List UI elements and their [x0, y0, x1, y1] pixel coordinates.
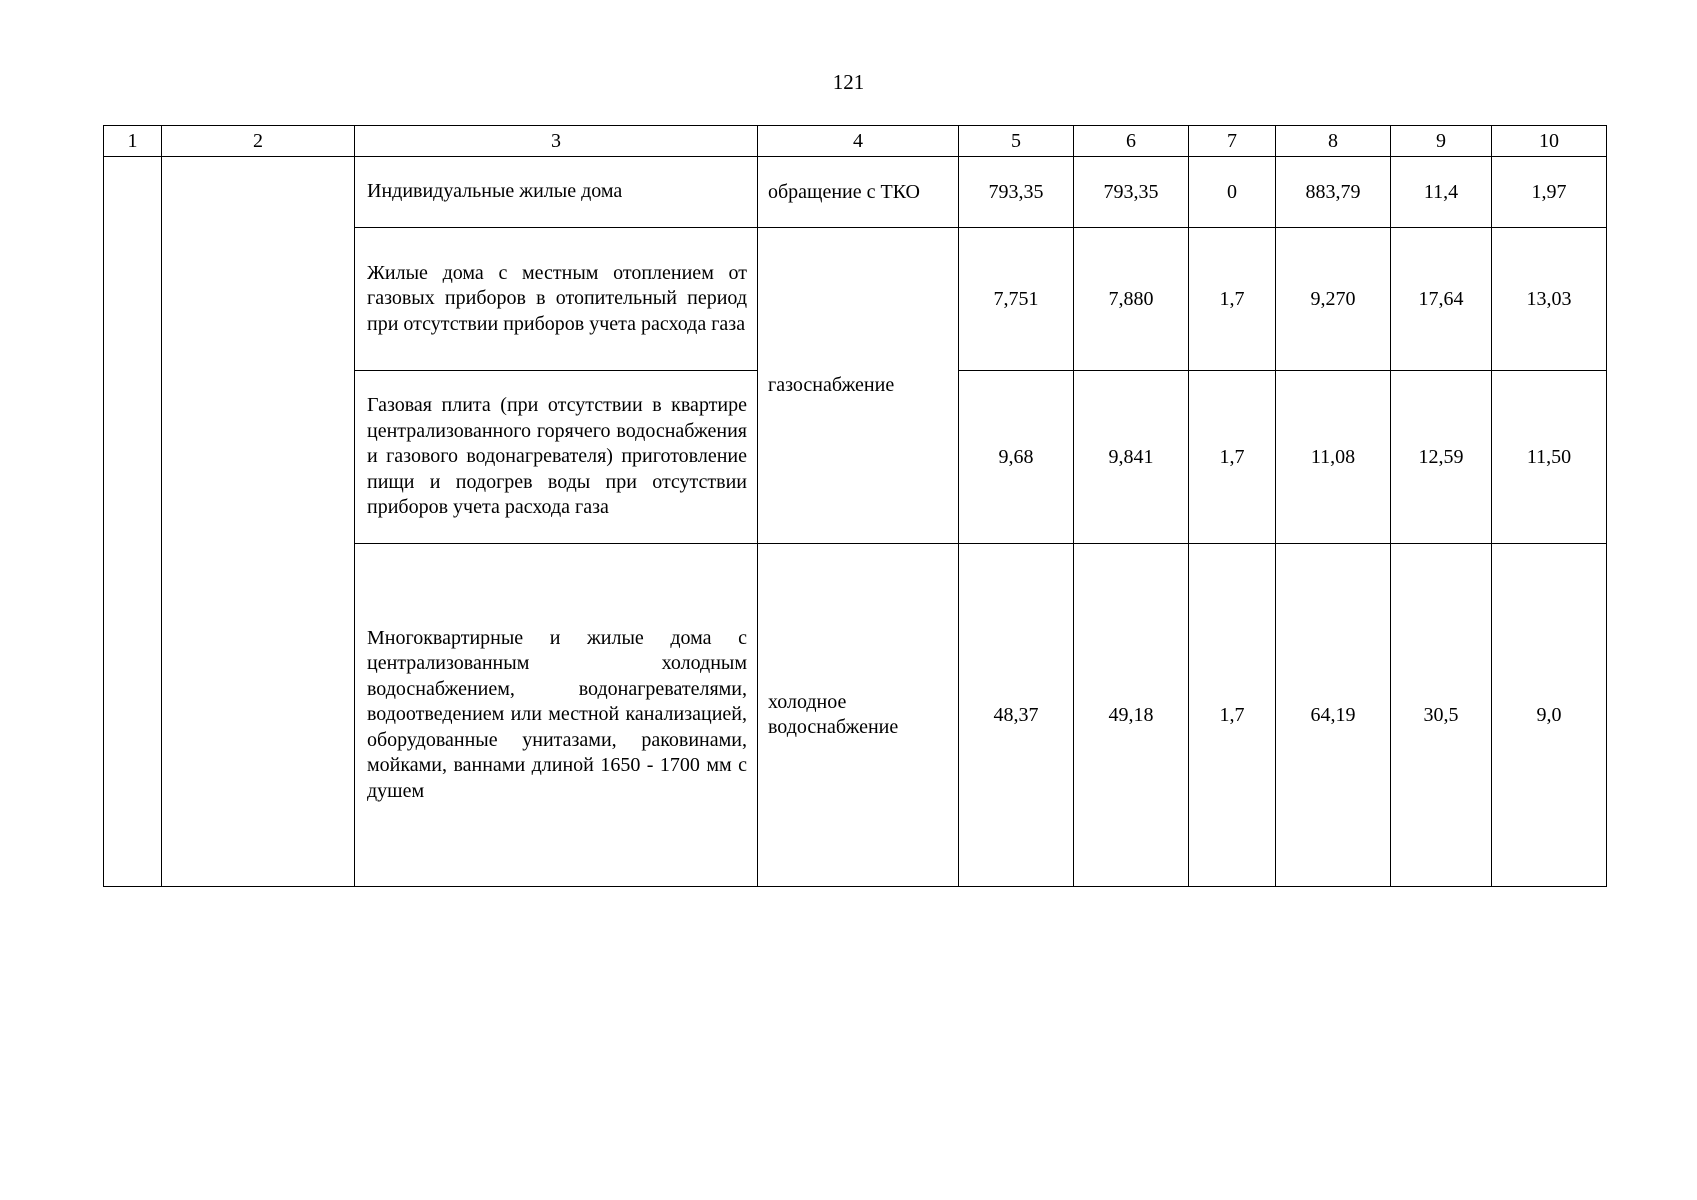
value-cell: 9,841 — [1074, 371, 1189, 544]
service-cell: холодное водоснабжение — [758, 544, 959, 887]
value-cell: 1,7 — [1189, 371, 1276, 544]
value-cell: 48,37 — [959, 544, 1074, 887]
value-cell: 0 — [1189, 157, 1276, 228]
value-cell: 49,18 — [1074, 544, 1189, 887]
header-cell: 1 — [104, 126, 162, 157]
value-cell: 11,08 — [1276, 371, 1391, 544]
value-cell: 1,7 — [1189, 544, 1276, 887]
description-cell: Индивидуальные жилые дома — [355, 157, 758, 228]
service-cell: газоснабжение — [758, 228, 959, 544]
value-cell: 7,880 — [1074, 228, 1189, 371]
value-cell: 30,5 — [1391, 544, 1492, 887]
header-cell: 3 — [355, 126, 758, 157]
cell-col-2 — [162, 157, 355, 887]
value-cell: 1,7 — [1189, 228, 1276, 371]
description-cell: Многоквартирные и жилые дома с централизованным холодным водоснабжением, водонагревателями, водоотведением или местной канализацией, оборудованные унитазами, раковинами, мойками, ваннами длиной 1650 - 1700 мм с душем — [355, 544, 758, 887]
value-cell: 11,4 — [1391, 157, 1492, 228]
table-header-row — [104, 126, 1607, 157]
value-cell: 7,751 — [959, 228, 1074, 371]
header-cell: 5 — [959, 126, 1074, 157]
value-cell: 12,59 — [1391, 371, 1492, 544]
header-cell: 8 — [1276, 126, 1391, 157]
norms-table — [103, 125, 1607, 887]
description-cell: Газовая плита (при отсутствии в квартире централизованного горячего водоснабжения и газового водонагревателя) приготовление пищи и подогрев воды при отсутствии приборов учета расхода газа — [355, 371, 758, 544]
cell-col-1 — [104, 157, 162, 887]
header-cell: 2 — [162, 126, 355, 157]
value-cell: 13,03 — [1492, 228, 1607, 371]
page-number: 121 — [832, 70, 865, 94]
value-cell: 1,97 — [1492, 157, 1607, 228]
header-cell: 10 — [1492, 126, 1607, 157]
value-cell: 11,50 — [1492, 371, 1607, 544]
value-cell: 64,19 — [1276, 544, 1391, 887]
header-cell: 7 — [1189, 126, 1276, 157]
value-cell: 9,270 — [1276, 228, 1391, 371]
value-cell: 17,64 — [1391, 228, 1492, 371]
table-row — [104, 157, 1607, 228]
description-cell: Жилые дома с местным отоплением от газовых приборов в отопительный период при отсутствии приборов учета расхода газа — [355, 228, 758, 371]
header-cell: 6 — [1074, 126, 1189, 157]
header-cell: 4 — [758, 126, 959, 157]
value-cell: 9,0 — [1492, 544, 1607, 887]
header-cell: 9 — [1391, 126, 1492, 157]
value-cell: 9,68 — [959, 371, 1074, 544]
value-cell: 883,79 — [1276, 157, 1391, 228]
service-cell: обращение с ТКО — [758, 157, 959, 228]
value-cell: 793,35 — [1074, 157, 1189, 228]
value-cell: 793,35 — [959, 157, 1074, 228]
